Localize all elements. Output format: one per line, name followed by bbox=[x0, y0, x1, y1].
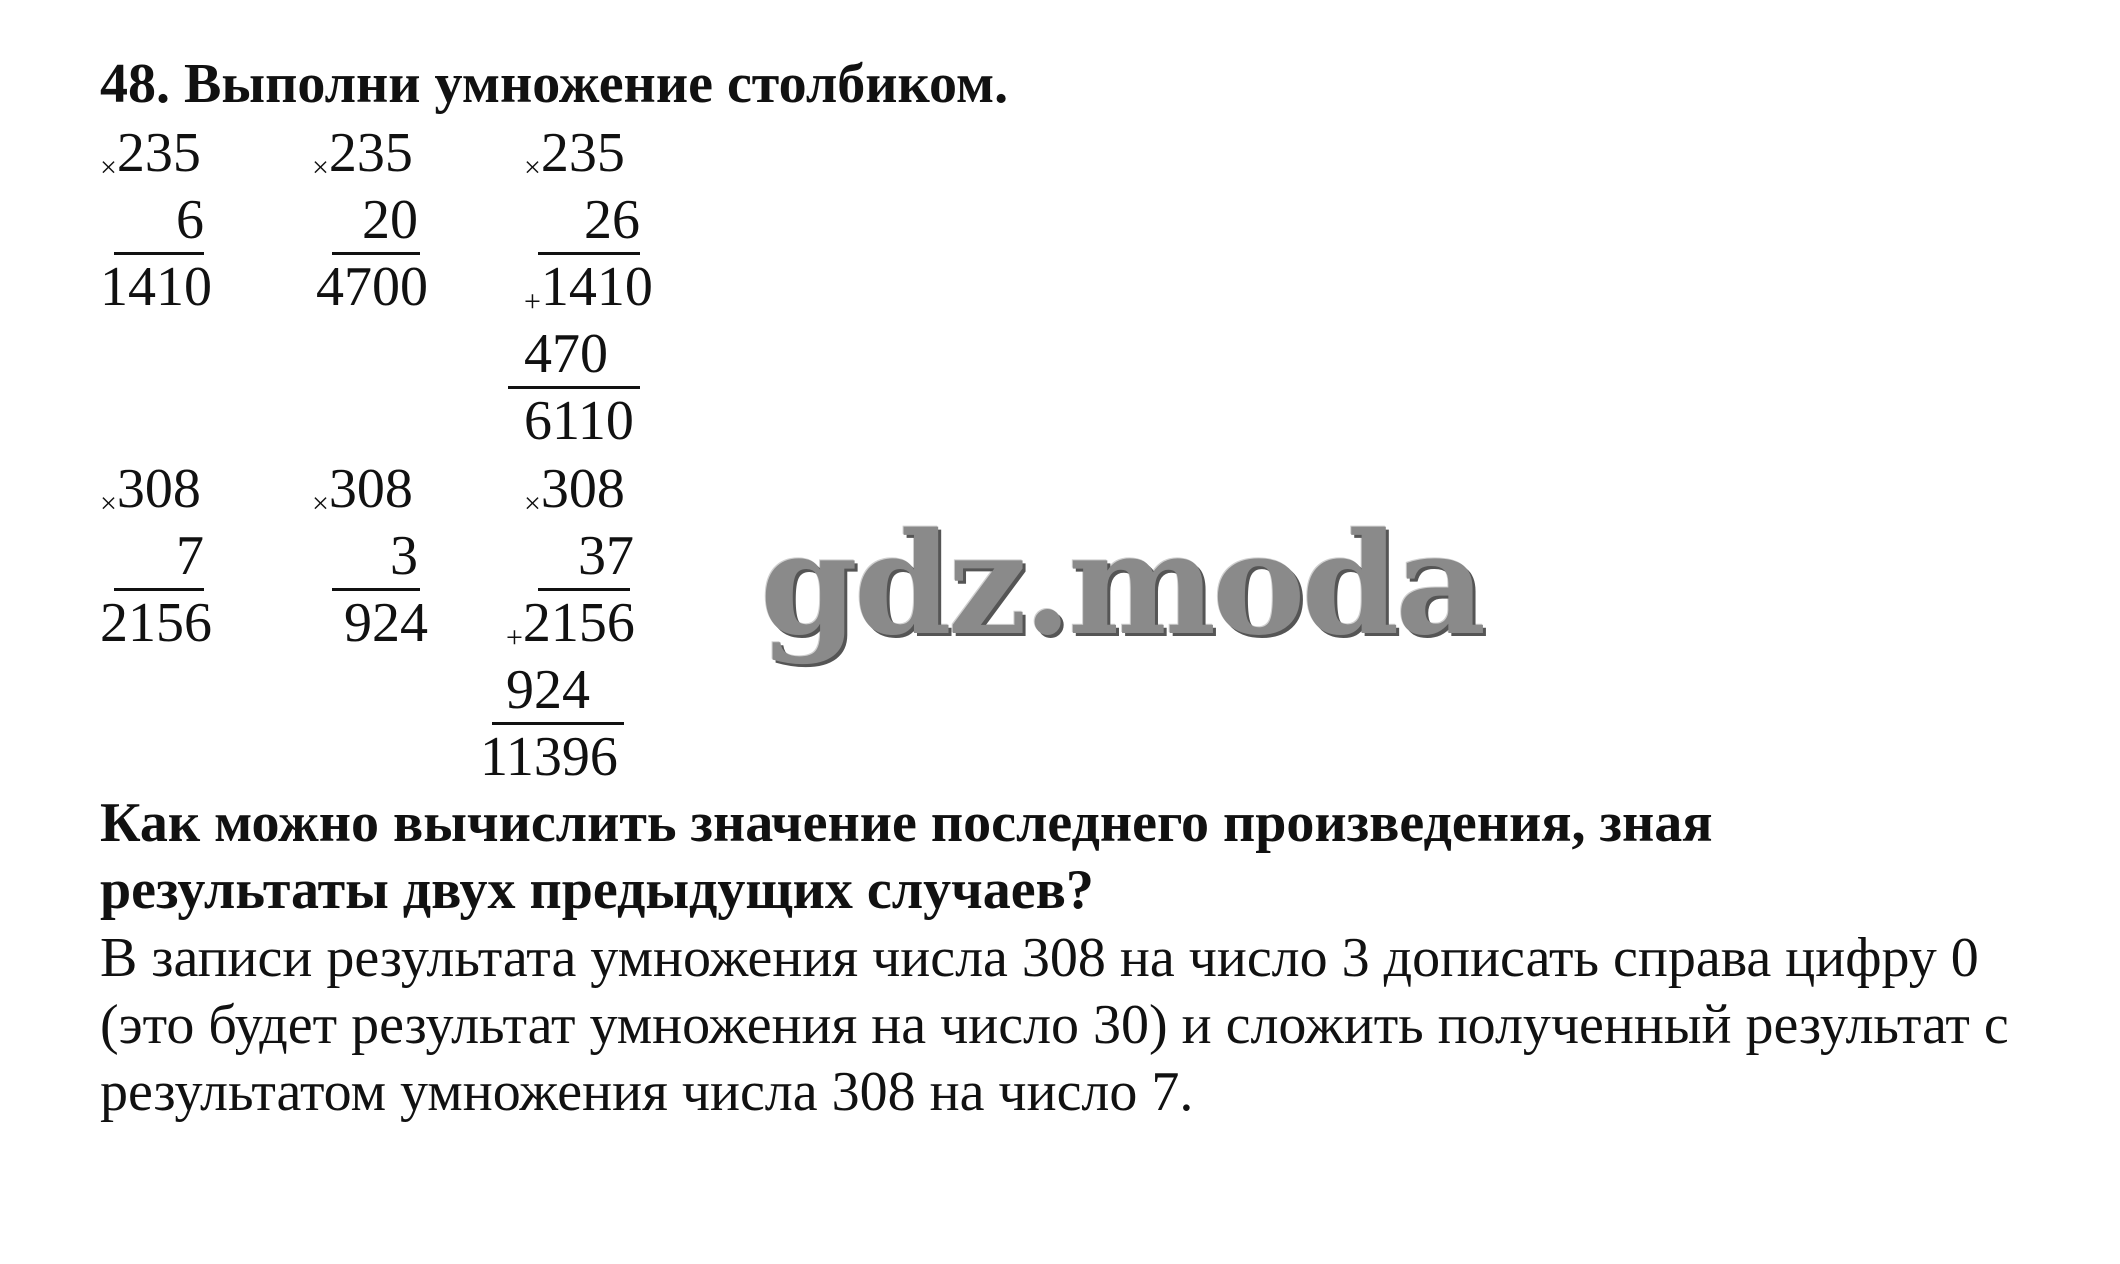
calc-308x3 bbox=[312, 456, 442, 656]
calc-235x20 bbox=[312, 120, 442, 320]
multiplier: 20 bbox=[362, 189, 418, 251]
product: 2156 bbox=[100, 592, 212, 654]
multiplier: 7 bbox=[176, 525, 204, 587]
product: 11396 bbox=[480, 726, 618, 788]
multiplicand: ×235 bbox=[100, 122, 201, 184]
product: 4700 bbox=[316, 256, 428, 318]
partial-product-1: +1410 bbox=[524, 256, 653, 318]
calc-308x7 bbox=[100, 456, 230, 656]
multiplier: 6 bbox=[176, 189, 204, 251]
calc-308x37 bbox=[480, 456, 684, 796]
product: 924 bbox=[344, 592, 428, 654]
question-text: Как можно вычислить значение последнего произведения, зная результаты двух предыдущих случаев? bbox=[100, 792, 1713, 921]
partial-product-1: +2156 bbox=[506, 592, 635, 654]
multiplier: 26 bbox=[584, 189, 640, 251]
multiplicand: ×235 bbox=[312, 122, 413, 184]
partial-product-2: 924 bbox=[506, 659, 590, 721]
calc-235x6 bbox=[100, 120, 230, 320]
product: 1410 bbox=[100, 256, 212, 318]
product: 6110 bbox=[524, 390, 634, 452]
watermark-logo: gdz.moda bbox=[760, 503, 1483, 667]
answer-text: В записи результата умножения числа 308 на число 3 дописать справа цифру 0 (это будет результат умножения на число 30) и сложить полученный результат с результатом умножения числа 308 на число 7. bbox=[100, 927, 2009, 1123]
partial-product-2: 470 bbox=[524, 323, 608, 385]
multiplicand: ×308 bbox=[312, 458, 413, 520]
multiplicand: ×308 bbox=[100, 458, 201, 520]
calc-235x26 bbox=[524, 120, 684, 460]
exercise-title: 48. Выполни умножение столбиком. bbox=[100, 53, 1009, 115]
multiplicand: ×235 bbox=[524, 122, 625, 184]
multiplicand: ×308 bbox=[524, 458, 625, 520]
multiplier: 37 bbox=[578, 525, 634, 587]
multiplier: 3 bbox=[390, 525, 418, 587]
